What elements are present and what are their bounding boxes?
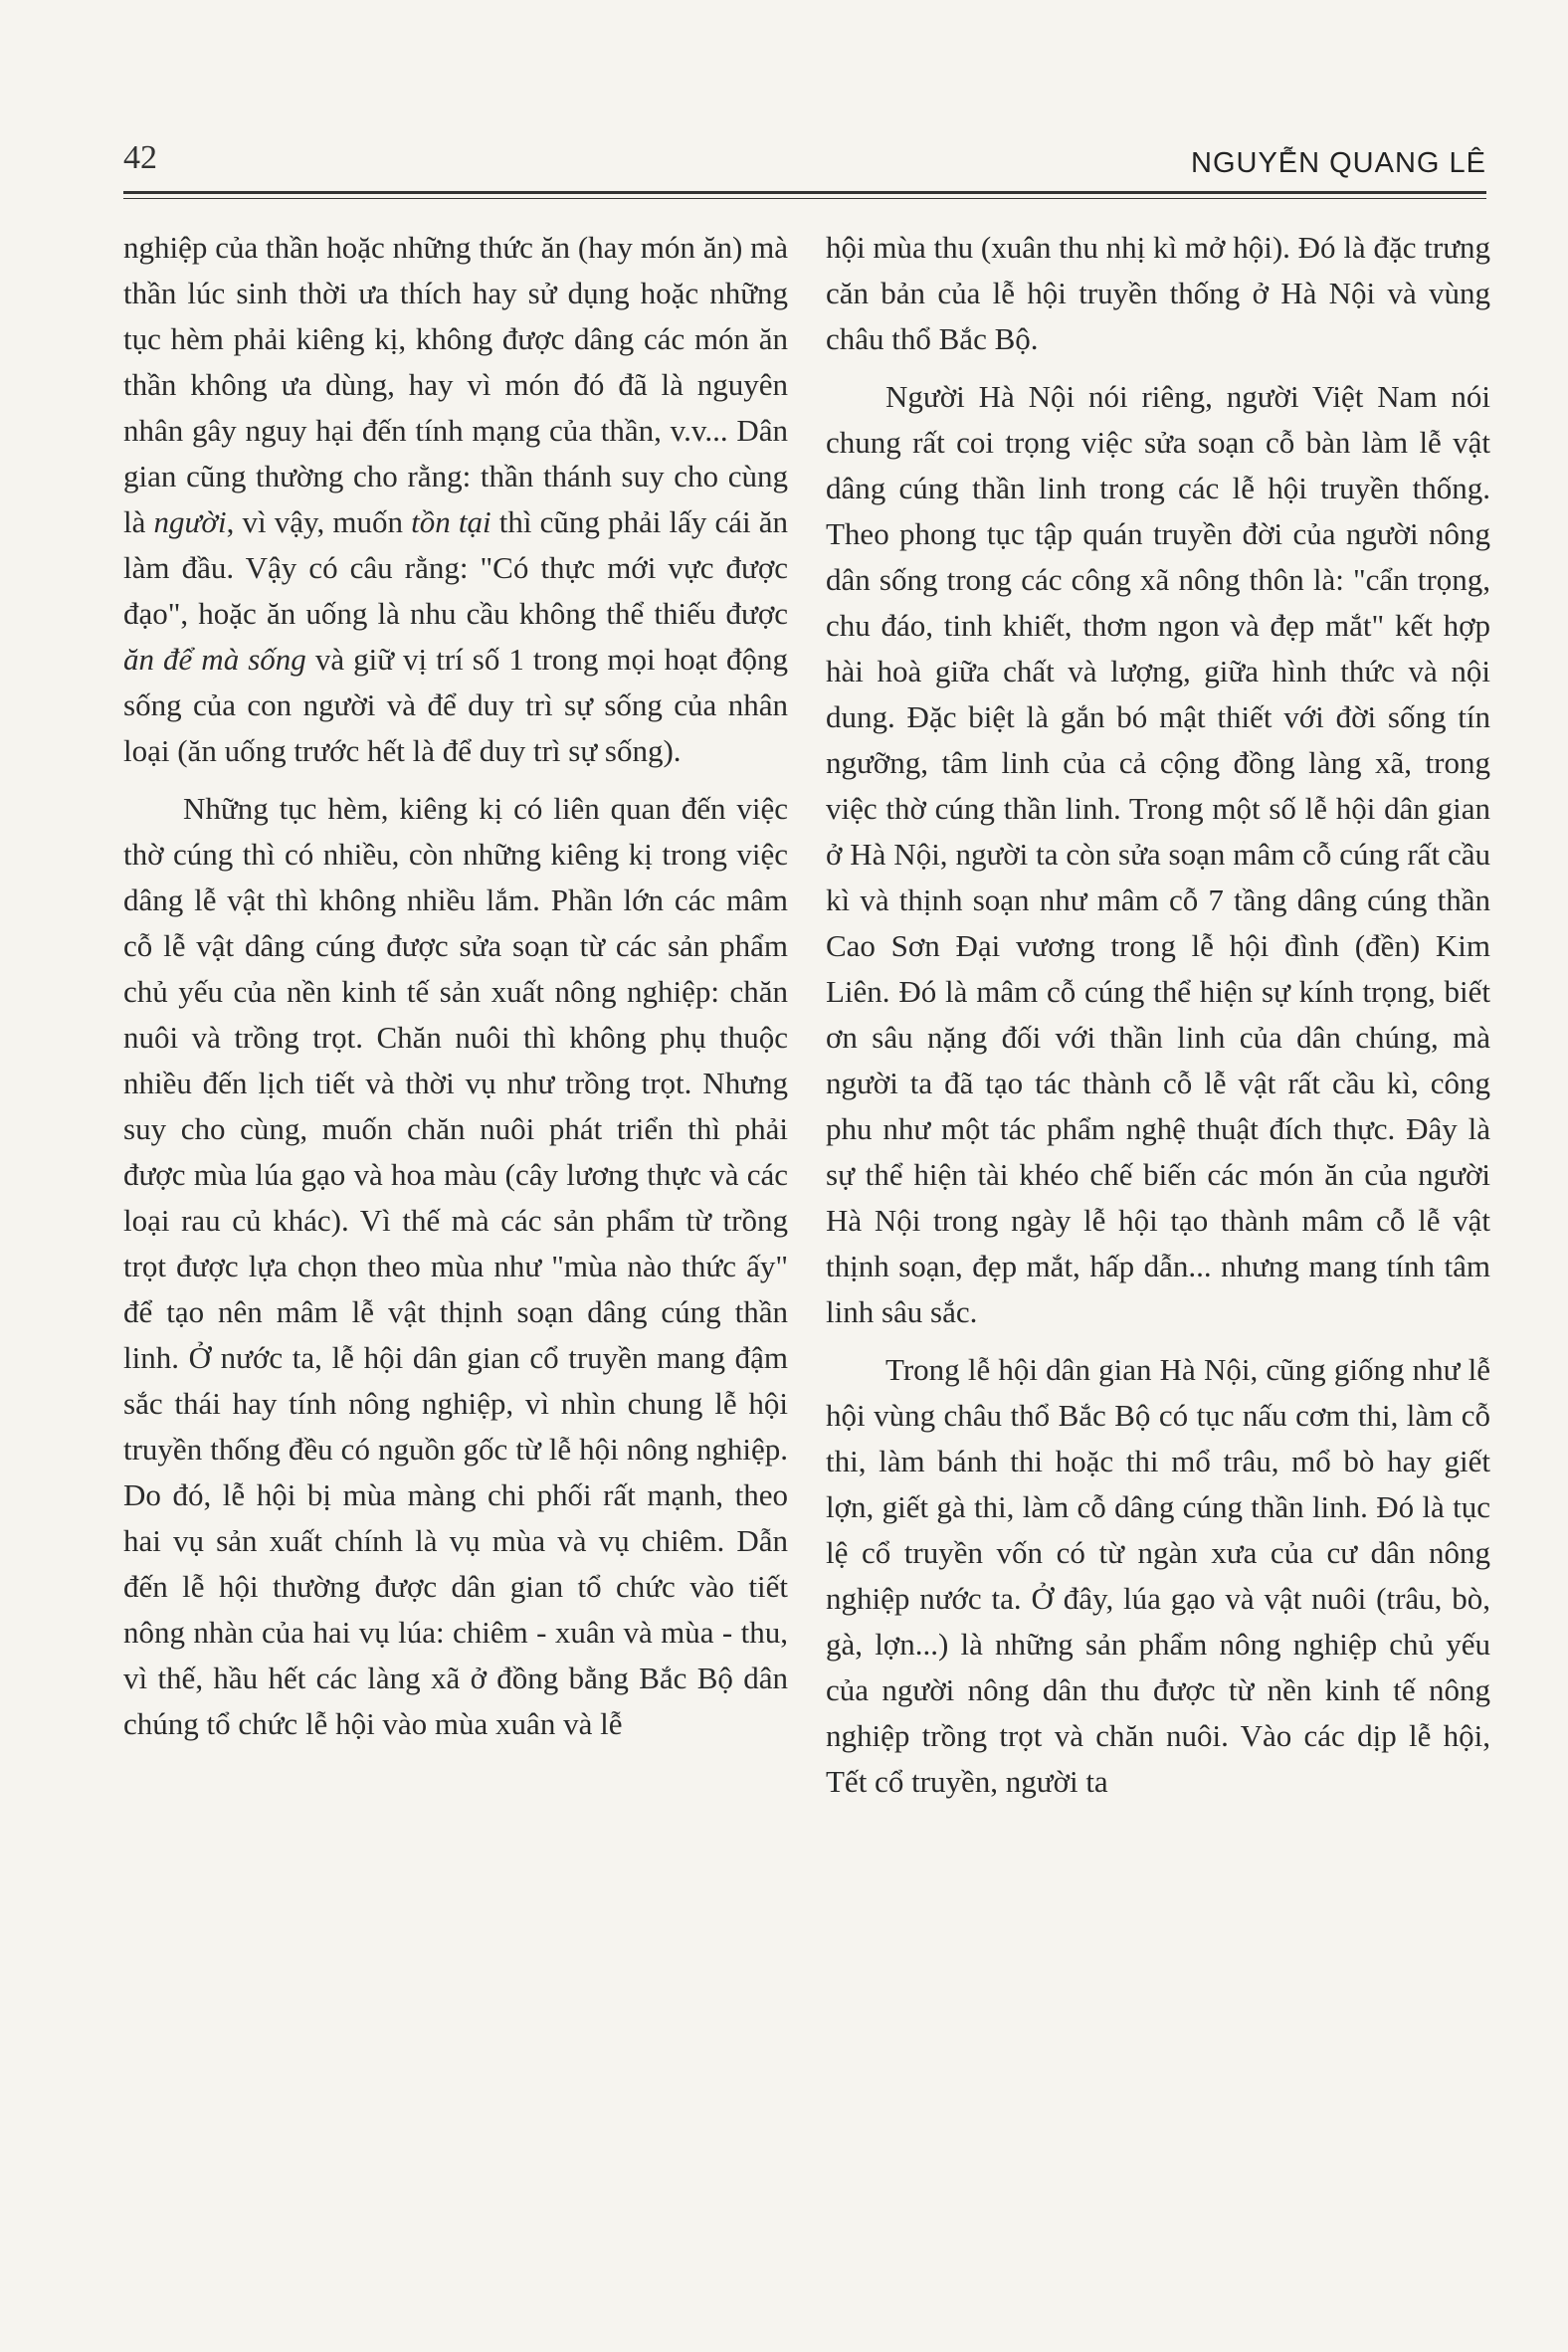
page-header — [123, 139, 1486, 189]
italic-term: ăn để mà sống — [123, 642, 306, 677]
header-rule-thin — [123, 198, 1486, 199]
running-head-author: NGUYỄN QUANG LÊ — [1191, 147, 1486, 179]
paragraph: Người Hà Nội nói riêng, người Việt Nam nói chung rất coi trọng việc sửa soạn cỗ bàn làm lễ vật dâng cúng thần linh trong các lễ hội truyền thống. Theo phong tục tập quán truyền đời của người nông dân sống trong các công xã nông thôn là: "cẩn trọng, chu đáo, tinh khiết, thơm ngon và đẹp mắt" kết hợp hài hoà giữa chất và lượng, giữa hình thức và nội dung. Đặc biệt là gắn bó mật thiết với đời sống tín ngưỡng, tâm linh của cả cộng đồng làng xã, trong việc thờ cúng thần linh. Trong một số lễ hội dân gian ở Hà Nội, người ta còn sửa soạn mâm cỗ cúng rất cầu kì và thịnh soạn như mâm cỗ 7 tầng dâng cúng thần Cao Sơn Đại vương trong lễ hội đình (đền) Kim Liên. Đó là mâm cỗ cúng thể hiện sự kính trọng, biết ơn sâu nặng đối với thần linh của dân chúng, mà người ta đã tạo tác thành cỗ lễ vật rất cầu kì, công phu như một tác phẩm nghệ thuật đích thực. Đây là sự thể hiện tài khéo chế biến các món ăn của người Hà Nội trong ngày lễ hội tạo thành mâm cỗ lễ vật thịnh soạn, đẹp mắt, hấp dẫn... nhưng mang tính tâm linh sâu sắc. — [826, 379, 1490, 1329]
text-segment: , vì vậy, muốn — [226, 504, 412, 539]
right-column — [826, 225, 1490, 1805]
italic-term: tồn tại — [411, 504, 491, 539]
italic-term: người — [153, 504, 227, 539]
text-segment: nghiệp của thần hoặc những thức ăn (hay món ăn) mà thần lúc sinh thời ưa thích hay sử dụng hoặc những tục hèm phải kiêng kị, không được dâng các món ăn thần không ưa dùng, hay vì món đó đã là nguyên nhân gây nguy hại đến tính mạng của thần, v.v... Dân gian cũng thường cho rằng: thần thánh suy cho cùng là — [123, 230, 788, 539]
left-column — [123, 225, 788, 1747]
paragraph: Những tục hèm, kiêng kị có liên quan đến việc thờ cúng thì có nhiều, còn những kiêng kị trong việc dâng lễ vật thì không nhiều lắm. Phần lớn các mâm cỗ lễ vật dâng cúng được sửa soạn từ các sản phẩm chủ yếu của nền kinh tế sản xuất nông nghiệp: chăn nuôi và trồng trọt. Chăn nuôi thì không phụ thuộc nhiều đến lịch tiết và thời vụ như trồng trọt. Nhưng suy cho cùng, muốn chăn nuôi phát triển thì phải được mùa lúa gạo và hoa màu (cây lương thực và các loại rau củ khác). Vì thế mà các sản phẩm từ trồng trọt được lựa chọn theo mùa như "mùa nào thức ấy" để tạo nên mâm lễ vật thịnh soạn dâng cúng thần linh. Ở nước ta, lễ hội dân gian cổ truyền mang đậm sắc thái hay tính nông nghiệp, vì nhìn chung lễ hội truyền thống đều có nguồn gốc từ lễ hội nông nghiệp. Do đó, lễ hội bị mùa màng chi phối rất mạnh, theo hai vụ sản xuất chính là vụ mùa và vụ chiêm. Dẫn đến lễ hội thường được dân gian tổ chức vào tiết nông nhàn của hai vụ lúa: chiêm - xuân và mùa - thu, vì thế, hầu hết các làng xã ở đồng bằng Bắc Bộ dân chúng tổ chức lễ hội vào mùa xuân và lễ — [123, 791, 788, 1741]
header-rule-thick — [123, 191, 1486, 194]
page-number: 42 — [123, 139, 157, 176]
text-segment: và giữ vị trí số 1 trong mọi hoạt động sống của con người và để duy trì sự sống của nhân loại (ăn uống trước hết là để duy trì sự sống). — [123, 642, 788, 768]
text-segment: thì cũng phải lấy cái ăn làm đầu. Vậy có câu rằng: "Có thực mới vực được đạo", hoặc ăn uống là nhu cầu không thể thiếu được — [123, 504, 789, 631]
paragraph — [123, 225, 788, 774]
paragraph: hội mùa thu (xuân thu nhị kì mở hội). Đó là đặc trưng căn bản của lễ hội truyền thống ở Hà Nội và vùng châu thổ Bắc Bộ. — [826, 230, 1490, 356]
paragraph: Trong lễ hội dân gian Hà Nội, cũng giống như lễ hội vùng châu thổ Bắc Bộ có tục nấu cơm thi, làm cỗ thi, làm bánh thi hoặc thi mổ trâu, mổ bò hay giết lợn, giết gà thi, làm cỗ dâng cúng thần linh. Đó là tục lệ cổ truyền vốn có từ ngàn xưa của cư dân nông nghiệp nước ta. Ở đây, lúa gạo và vật nuôi (trâu, bò, gà, lợn...) là những sản phẩm nông nghiệp chủ yếu của người nông dân thu được từ nền kinh tế nông nghiệp trồng trọt và chăn nuôi. Vào các dịp lễ hội, Tết cổ truyền, người ta — [826, 1352, 1490, 1799]
